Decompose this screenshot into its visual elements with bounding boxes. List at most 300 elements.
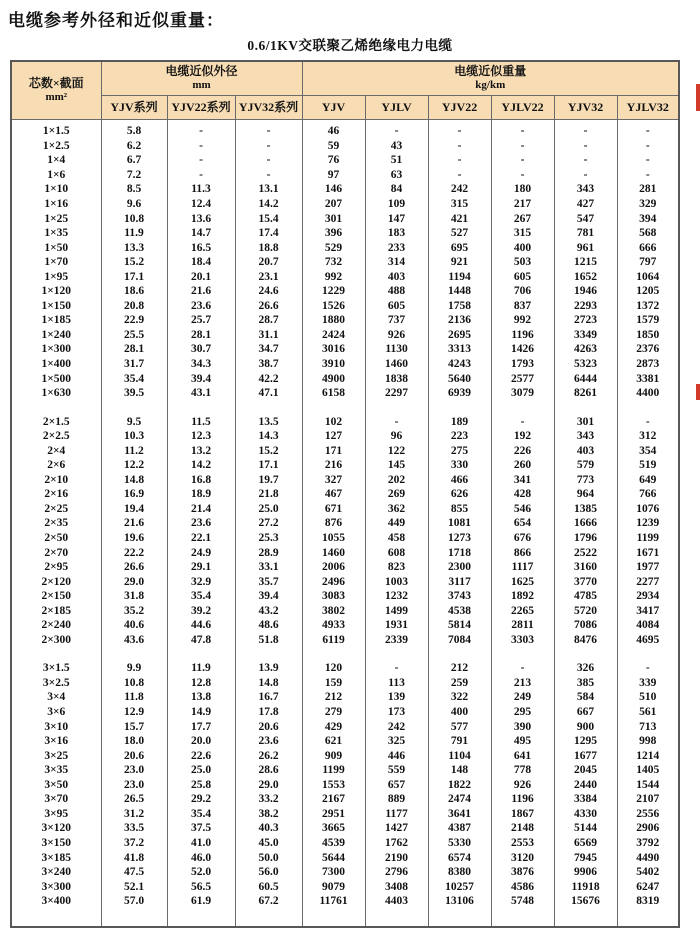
value-cell: 5814 [428, 618, 491, 633]
core-size-cell: 2×300 [11, 633, 101, 648]
value-cell: 4490 [617, 851, 679, 866]
value-cell: 25.0 [235, 502, 302, 517]
value-cell: 5323 [554, 357, 617, 372]
value-cell: 7.2 [101, 168, 167, 183]
value-cell: 2339 [365, 633, 428, 648]
value-cell: 797 [617, 255, 679, 270]
value-cell: 400 [428, 705, 491, 720]
value-cell: 10.3 [101, 429, 167, 444]
value-cell: 608 [365, 546, 428, 561]
value-cell: 33.1 [235, 560, 302, 575]
spacer-cell [302, 401, 365, 415]
value-cell: 1199 [302, 763, 365, 778]
table-row [11, 880, 679, 895]
value-cell: 4243 [428, 357, 491, 372]
value-cell: - [491, 415, 554, 430]
value-cell: 3910 [302, 357, 365, 372]
value-cell: 25.5 [101, 328, 167, 343]
spacer-cell [167, 647, 235, 661]
core-size-cell: 3×185 [11, 851, 101, 866]
value-cell: 4330 [554, 807, 617, 822]
core-size-cell: 2×50 [11, 531, 101, 546]
table-row [11, 299, 679, 314]
table-row [11, 661, 679, 676]
value-cell: 34.7 [235, 342, 302, 357]
value-cell: 145 [365, 458, 428, 473]
value-cell: - [235, 124, 302, 139]
value-cell: 4400 [617, 386, 679, 401]
value-cell: - [554, 124, 617, 139]
value-cell: 11761 [302, 894, 365, 909]
value-cell: 17.1 [235, 458, 302, 473]
value-cell: - [365, 415, 428, 430]
value-cell: 732 [302, 255, 365, 270]
value-cell: 1295 [554, 734, 617, 749]
value-cell: 2277 [617, 575, 679, 590]
value-cell: - [428, 139, 491, 154]
value-cell: 343 [554, 429, 617, 444]
page-edge-red-mark-top [696, 84, 700, 111]
value-cell: 18.9 [167, 487, 235, 502]
value-cell: 1880 [302, 313, 365, 328]
value-cell: 4900 [302, 372, 365, 387]
value-cell: 249 [491, 690, 554, 705]
core-size-cell: 2×10 [11, 473, 101, 488]
value-cell: 9.6 [101, 197, 167, 212]
value-cell: 14.2 [235, 197, 302, 212]
value-cell: 15.2 [101, 255, 167, 270]
value-cell: 503 [491, 255, 554, 270]
core-size-cell: 1×4 [11, 153, 101, 168]
table-row [11, 502, 679, 517]
value-cell: 495 [491, 734, 554, 749]
spacer-cell [167, 401, 235, 415]
value-cell: 38.2 [235, 807, 302, 822]
value-cell: 13106 [428, 894, 491, 909]
value-cell: 17.4 [235, 226, 302, 241]
table-row [11, 372, 679, 387]
core-size-cell: 1×16 [11, 197, 101, 212]
table-row [11, 734, 679, 749]
table-row [11, 487, 679, 502]
header-core-section [11, 61, 101, 119]
value-cell: 17.1 [101, 270, 167, 285]
table-row [11, 168, 679, 183]
value-cell: 2556 [617, 807, 679, 822]
value-cell: 577 [428, 720, 491, 735]
spacer-cell [235, 909, 302, 927]
value-cell: 4539 [302, 836, 365, 851]
value-cell: 889 [365, 792, 428, 807]
value-cell: 1003 [365, 575, 428, 590]
value-cell: 394 [617, 212, 679, 227]
value-cell: 327 [302, 473, 365, 488]
value-cell: 559 [365, 763, 428, 778]
value-cell: 223 [428, 429, 491, 444]
value-cell: 1215 [554, 255, 617, 270]
value-cell: 2951 [302, 807, 365, 822]
value-cell: 5748 [491, 894, 554, 909]
value-cell: 59 [302, 139, 365, 154]
value-cell: 1385 [554, 502, 617, 517]
value-cell: 202 [365, 473, 428, 488]
core-size-cell: 3×4 [11, 690, 101, 705]
core-size-cell: 1×35 [11, 226, 101, 241]
value-cell: 1625 [491, 575, 554, 590]
value-cell: 3083 [302, 589, 365, 604]
value-cell: 561 [617, 705, 679, 720]
value-cell: 56.5 [167, 880, 235, 895]
value-cell: 2934 [617, 589, 679, 604]
value-cell: 326 [554, 661, 617, 676]
value-cell: 315 [491, 226, 554, 241]
value-cell: 13.1 [235, 182, 302, 197]
value-cell: 10.8 [101, 212, 167, 227]
value-cell: 25.7 [167, 313, 235, 328]
value-cell: 213 [491, 676, 554, 691]
header-series-yjv: YJV系列 [101, 95, 167, 119]
value-cell: 43.1 [167, 386, 235, 401]
value-cell: 1239 [617, 516, 679, 531]
table-row [11, 255, 679, 270]
table-row [11, 444, 679, 459]
value-cell: - [167, 168, 235, 183]
value-cell: 23.6 [167, 516, 235, 531]
value-cell: 11.8 [101, 690, 167, 705]
header-col-yjv: YJV [302, 95, 365, 119]
value-cell: 63 [365, 168, 428, 183]
value-cell: 9.9 [101, 661, 167, 676]
table-row [11, 153, 679, 168]
value-cell: 3802 [302, 604, 365, 619]
core-size-cell: 2×16 [11, 487, 101, 502]
value-cell: 992 [491, 313, 554, 328]
table-row [11, 342, 679, 357]
value-cell: 427 [554, 197, 617, 212]
value-cell: 626 [428, 487, 491, 502]
table-row [11, 284, 679, 299]
value-cell: 791 [428, 734, 491, 749]
value-cell: 2577 [491, 372, 554, 387]
value-cell: 21.6 [167, 284, 235, 299]
header-weight-group [302, 61, 679, 95]
value-cell: 1405 [617, 763, 679, 778]
value-cell: 18.0 [101, 734, 167, 749]
value-cell: 605 [365, 299, 428, 314]
value-cell: 259 [428, 676, 491, 691]
value-cell: 20.6 [235, 720, 302, 735]
value-cell: 4695 [617, 633, 679, 648]
value-cell: 180 [491, 182, 554, 197]
header-od-group [101, 61, 302, 95]
value-cell: 7084 [428, 633, 491, 648]
value-cell: 6119 [302, 633, 365, 648]
value-cell: 13.6 [167, 212, 235, 227]
value-cell: 37.2 [101, 836, 167, 851]
value-cell: 26.2 [235, 749, 302, 764]
value-cell: 6444 [554, 372, 617, 387]
spacer-cell [428, 401, 491, 415]
header-od-line2: mm [192, 79, 211, 91]
table-row [11, 328, 679, 343]
value-cell: 269 [365, 487, 428, 502]
table-row [11, 546, 679, 561]
value-cell: 667 [554, 705, 617, 720]
spacer-cell [101, 647, 167, 661]
value-cell: 44.6 [167, 618, 235, 633]
value-cell: 21.8 [235, 487, 302, 502]
value-cell: 23.0 [101, 763, 167, 778]
value-cell: 29.0 [101, 575, 167, 590]
value-cell: 35.4 [167, 807, 235, 822]
value-cell: 20.7 [235, 255, 302, 270]
value-cell: - [491, 661, 554, 676]
value-cell: 909 [302, 749, 365, 764]
value-cell: 97 [302, 168, 365, 183]
value-cell: 43.2 [235, 604, 302, 619]
value-cell: 207 [302, 197, 365, 212]
value-cell: 737 [365, 313, 428, 328]
value-cell: 15676 [554, 894, 617, 909]
value-cell: 46.0 [167, 851, 235, 866]
value-cell: 3770 [554, 575, 617, 590]
value-cell: 6569 [554, 836, 617, 851]
header-od-line1: 电缆近似外径 [165, 64, 238, 78]
value-cell: 35.4 [167, 589, 235, 604]
value-cell: 2148 [491, 821, 554, 836]
value-cell: 28.9 [235, 546, 302, 561]
value-cell: 212 [428, 661, 491, 676]
cable-spec-table [10, 60, 680, 928]
spacer-cell [11, 401, 101, 415]
value-cell: 2695 [428, 328, 491, 343]
value-cell: 2796 [365, 865, 428, 880]
value-cell: 467 [302, 487, 365, 502]
value-cell: 1448 [428, 284, 491, 299]
value-cell: 2293 [554, 299, 617, 314]
value-cell: 16.8 [167, 473, 235, 488]
value-cell: 654 [491, 516, 554, 531]
table-row [11, 894, 679, 909]
value-cell: 4785 [554, 589, 617, 604]
value-cell: 339 [617, 676, 679, 691]
value-cell: 12.9 [101, 705, 167, 720]
value-cell: 17.8 [235, 705, 302, 720]
value-cell: 41.8 [101, 851, 167, 866]
value-cell: 466 [428, 473, 491, 488]
core-size-cell: 3×50 [11, 778, 101, 793]
value-cell: 992 [302, 270, 365, 285]
value-cell: 34.3 [167, 357, 235, 372]
core-size-cell: 1×500 [11, 372, 101, 387]
value-cell: 5330 [428, 836, 491, 851]
value-cell: 6247 [617, 880, 679, 895]
value-cell: 1499 [365, 604, 428, 619]
spacer-cell [617, 909, 679, 927]
value-cell: 30.7 [167, 342, 235, 357]
value-cell: 42.2 [235, 372, 302, 387]
page-subtitle: 0.6/1KV交联聚乙烯绝缘电力电缆 [247, 38, 453, 53]
value-cell: 18.6 [101, 284, 167, 299]
value-cell: 1762 [365, 836, 428, 851]
value-cell: 998 [617, 734, 679, 749]
value-cell: 1205 [617, 284, 679, 299]
table-row [11, 415, 679, 430]
value-cell: 1427 [365, 821, 428, 836]
value-cell: 400 [491, 241, 554, 256]
value-cell: 18.8 [235, 241, 302, 256]
value-cell: 3665 [302, 821, 365, 836]
value-cell: 33.2 [235, 792, 302, 807]
table-row [11, 778, 679, 793]
value-cell: 766 [617, 487, 679, 502]
table-row [11, 139, 679, 154]
value-cell: 1064 [617, 270, 679, 285]
value-cell: 40.3 [235, 821, 302, 836]
header-col-yjv32: YJV32 [554, 95, 617, 119]
value-cell: 2424 [302, 328, 365, 343]
value-cell: 778 [491, 763, 554, 778]
value-cell: 4586 [491, 880, 554, 895]
value-cell: 39.4 [235, 589, 302, 604]
value-cell: 458 [365, 531, 428, 546]
value-cell: 2297 [365, 386, 428, 401]
value-cell: 1372 [617, 299, 679, 314]
spacer-cell [491, 401, 554, 415]
value-cell: 56.0 [235, 865, 302, 880]
value-cell: 22.6 [167, 749, 235, 764]
table-row [11, 241, 679, 256]
value-cell: 8.5 [101, 182, 167, 197]
value-cell: 362 [365, 502, 428, 517]
value-cell: 3384 [554, 792, 617, 807]
core-size-cell: 2×95 [11, 560, 101, 575]
value-cell: 855 [428, 502, 491, 517]
value-cell: 1273 [428, 531, 491, 546]
value-cell: 330 [428, 458, 491, 473]
value-cell: 275 [428, 444, 491, 459]
value-cell: 9079 [302, 880, 365, 895]
value-cell: 5402 [617, 865, 679, 880]
core-size-cell: 3×70 [11, 792, 101, 807]
value-cell: 23.6 [167, 299, 235, 314]
value-cell: 15.7 [101, 720, 167, 735]
table-row [11, 604, 679, 619]
table-body [11, 119, 679, 926]
core-size-cell: 2×185 [11, 604, 101, 619]
table-row [11, 357, 679, 372]
core-size-cell: 3×150 [11, 836, 101, 851]
value-cell: 45.0 [235, 836, 302, 851]
value-cell: - [617, 139, 679, 154]
value-cell: 51.8 [235, 633, 302, 648]
core-size-cell: 3×6 [11, 705, 101, 720]
value-cell: 921 [428, 255, 491, 270]
value-cell: 510 [617, 690, 679, 705]
value-cell: 2873 [617, 357, 679, 372]
spacer-cell [554, 909, 617, 927]
value-cell: 579 [554, 458, 617, 473]
value-cell: 24.9 [167, 546, 235, 561]
header-col-yjv22: YJV22 [428, 95, 491, 119]
value-cell: 1579 [617, 313, 679, 328]
core-size-cell: 2×70 [11, 546, 101, 561]
value-cell: 183 [365, 226, 428, 241]
value-cell: 27.2 [235, 516, 302, 531]
value-cell: 10257 [428, 880, 491, 895]
value-cell: 8261 [554, 386, 617, 401]
value-cell: 866 [491, 546, 554, 561]
value-cell: 13.9 [235, 661, 302, 676]
value-cell: 12.3 [167, 429, 235, 444]
value-cell: - [554, 139, 617, 154]
value-cell: - [167, 139, 235, 154]
value-cell: 713 [617, 720, 679, 735]
value-cell: 26.6 [235, 299, 302, 314]
core-size-cell: 2×150 [11, 589, 101, 604]
core-size-cell: 1×240 [11, 328, 101, 343]
value-cell: 20.1 [167, 270, 235, 285]
value-cell: - [617, 415, 679, 430]
header-core-line2: mm² [45, 91, 68, 103]
core-size-cell: 1×1.5 [11, 124, 101, 139]
value-cell: 25.0 [167, 763, 235, 778]
core-size-cell: 1×10 [11, 182, 101, 197]
value-cell: 325 [365, 734, 428, 749]
value-cell: 113 [365, 676, 428, 691]
value-cell: 1104 [428, 749, 491, 764]
core-size-cell: 2×25 [11, 502, 101, 517]
value-cell: 1199 [617, 531, 679, 546]
core-size-cell: 3×25 [11, 749, 101, 764]
value-cell: 40.6 [101, 618, 167, 633]
table-row [11, 851, 679, 866]
value-cell: 403 [554, 444, 617, 459]
value-cell: 35.4 [101, 372, 167, 387]
value-cell: 403 [365, 270, 428, 285]
value-cell: 676 [491, 531, 554, 546]
spacer-cell [302, 909, 365, 927]
value-cell: 52.0 [167, 865, 235, 880]
value-cell: 13.2 [167, 444, 235, 459]
value-cell: 226 [491, 444, 554, 459]
core-size-cell: 3×10 [11, 720, 101, 735]
core-size-cell: 2×6 [11, 458, 101, 473]
value-cell: 159 [302, 676, 365, 691]
value-cell: - [617, 124, 679, 139]
value-cell: 102 [302, 415, 365, 430]
spacer-cell [365, 401, 428, 415]
value-cell: 11.5 [167, 415, 235, 430]
core-size-cell: 1×2.5 [11, 139, 101, 154]
table-row [11, 865, 679, 880]
value-cell: 1850 [617, 328, 679, 343]
value-cell: 2553 [491, 836, 554, 851]
value-cell: 1977 [617, 560, 679, 575]
value-cell: 2522 [554, 546, 617, 561]
value-cell: 3313 [428, 342, 491, 357]
header-series-yjv22: YJV22系列 [167, 95, 235, 119]
core-size-cell: 1×95 [11, 270, 101, 285]
value-cell: 25.3 [235, 531, 302, 546]
value-cell: 260 [491, 458, 554, 473]
value-cell: 29.0 [235, 778, 302, 793]
value-cell: 3381 [617, 372, 679, 387]
value-cell: 1196 [491, 792, 554, 807]
value-cell: 39.5 [101, 386, 167, 401]
value-cell: 26.6 [101, 560, 167, 575]
value-cell: 2811 [491, 618, 554, 633]
